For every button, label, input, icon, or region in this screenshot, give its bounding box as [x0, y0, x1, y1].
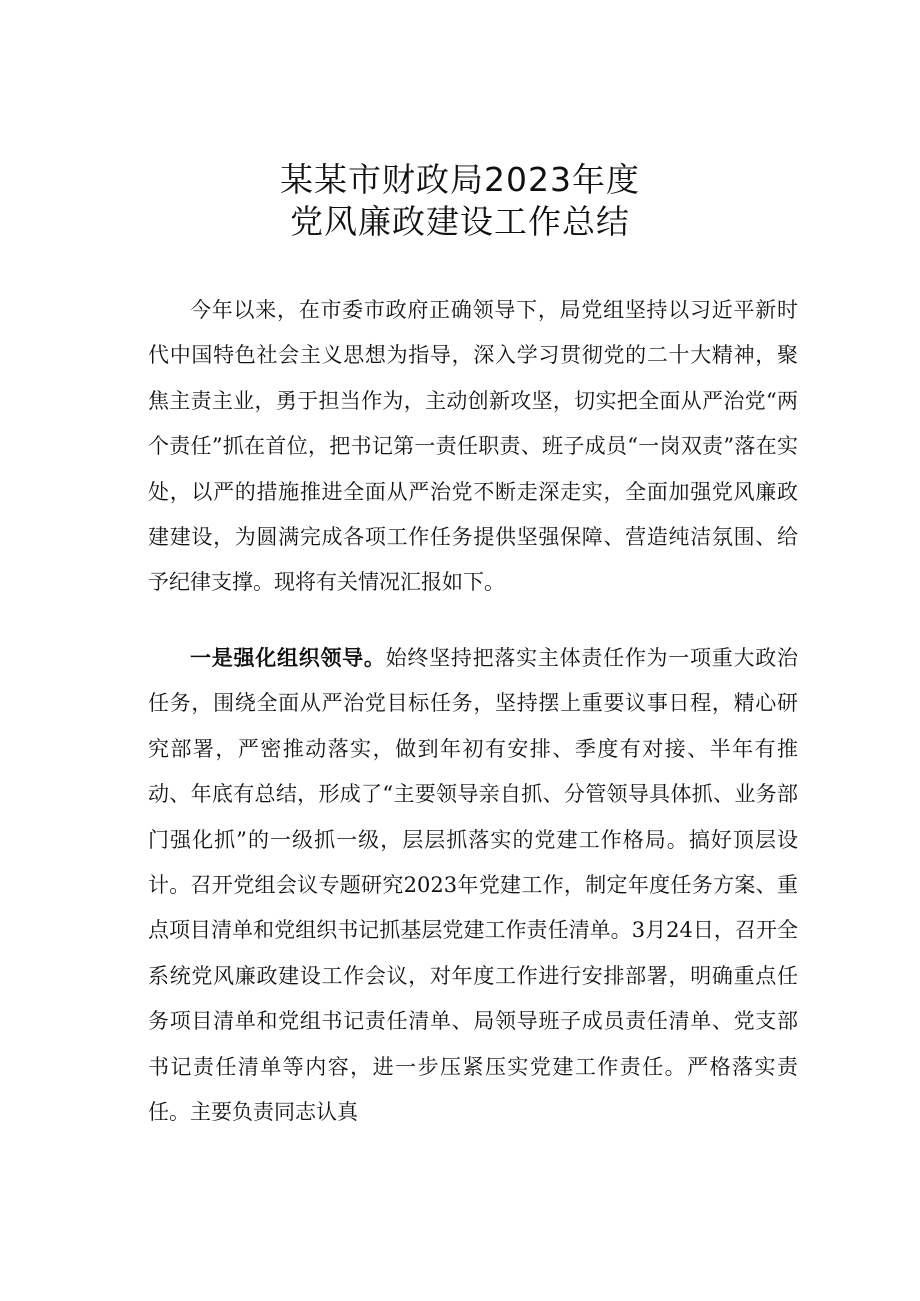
paragraph-intro	[148, 288, 798, 606]
paragraph-organization-leadership-text: 始终坚持把落实主体责任作为一项重大政治任务，围绕全面从严治党目标任务，坚持摆上重要议事日程，精心研究部署，严密推动落实，做到年初有安排、季度有对接、半年有推动、年底有总结，形成了“主要领导亲自抓、分管领导具体抓、业务部门强化抓”的一级抓一级，层层抓落实的党建工作格局。搞好顶层设计。召开党组会议专题研究2023年党建工作，制定年度任务方案、重点项目清单和党组织书记抓基层党建工作责任清单。3月24日，召开全系统党风廉政建设工作会议，对年度工作进行安排部署，明确重点任务项目清单和党组书记责任清单、局领导班子成员责任清单、党支部书记责任清单等内容，进一步压紧压实党建工作责任。严格落实责任。主要负责同志认真	[148, 646, 799, 1125]
paragraph-lead-heading: 一是强化组织领导。	[190, 646, 386, 670]
paragraph-organization-leadership	[148, 636, 798, 1135]
paragraph-intro-text: 今年以来，在市委市政府正确领导下，局党组坚持以习近平新时代中国特色社会主义思想为指导，深入学习贯彻党的二十大精神，聚焦主责主业，勇于担当作为，主动创新攻坚，切实把全面从严治党“两个责任”抓在首位，把书记第一责任职责、班子成员“一岗双责”落在实处，以严的措施推进全面从严治党不断走深走实，全面加强党风廉政建建设，为圆满完成各项工作任务提供坚强保障、营造纯洁氛围、给予纪律支撑。现将有关情况汇报如下。	[148, 298, 798, 595]
document-title-line-2: 党风廉政建设工作总结	[290, 202, 630, 241]
document-title-line-1: 某某市财政局2023年度	[280, 160, 640, 199]
